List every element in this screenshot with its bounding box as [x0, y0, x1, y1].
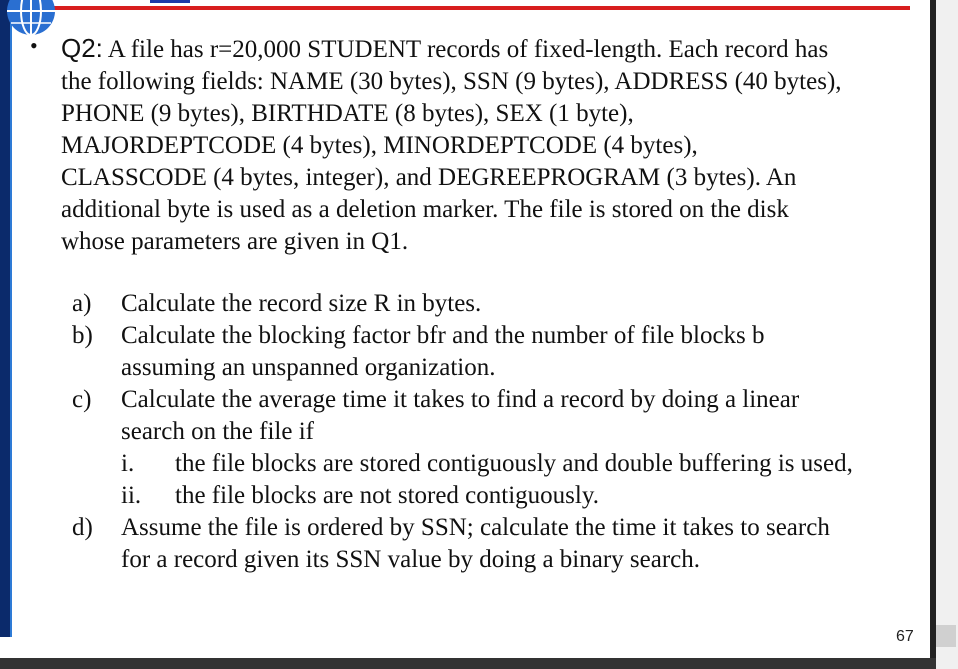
question-line-3: PHONE (9 bytes), BIRTHDATE (8 bytes), SEX (1 byte), — [61, 100, 634, 127]
page-number: 67 — [896, 628, 914, 645]
sub-item-marker: ii. — [121, 482, 142, 509]
list-item-continuation — [0, 416, 930, 448]
item-text: Calculate the blocking factor bfr and the number of file blocks b — [121, 322, 765, 349]
item-marker: a) — [72, 290, 92, 317]
item-text: assuming an unspanned organization. — [121, 354, 496, 381]
question-paragraph — [61, 32, 911, 258]
sub-list-item — [0, 480, 930, 512]
list-item — [0, 512, 930, 544]
sub-item-text: the file blocks are stored contiguously and double buffering is used, — [175, 450, 853, 477]
list-item — [0, 320, 930, 352]
slide-bottom-border — [0, 658, 936, 669]
question-line-6: additional byte is used as a deletion marker. The file is stored on the disk — [61, 196, 789, 223]
item-text: search on the file if — [121, 418, 314, 445]
sub-list-item — [0, 448, 930, 480]
scrollbar-track[interactable] — [936, 0, 958, 669]
item-marker: b) — [72, 322, 93, 349]
item-marker: d) — [72, 514, 93, 541]
bullet-point: • — [30, 33, 38, 58]
item-text: for a record given its SSN value by doing a binary search. — [121, 546, 701, 573]
question-line-7: whose parameters are given in Q1. — [61, 228, 409, 255]
list-item — [0, 384, 930, 416]
scrollbar-thumb[interactable] — [936, 625, 956, 647]
question-line-2: the following fields: NAME (30 bytes), SSN (9 bytes), ADDRESS (40 bytes), — [61, 68, 842, 95]
sub-item-text: the file blocks are not stored contiguously. — [175, 482, 599, 509]
list-item-continuation — [0, 352, 930, 384]
list-item — [0, 288, 930, 320]
item-text: Calculate the average time it takes to find a record by doing a linear — [121, 386, 800, 413]
question-line-4: MAJORDEPTCODE (4 bytes), MINORDEPTCODE (4 bytes), — [61, 132, 698, 159]
title-underline-bar — [52, 6, 910, 10]
question-line-1: Q2: A file has r=20,000 STUDENT records of fixed-length. Each record has — [61, 33, 829, 63]
item-text: Assume the file is ordered by SSN; calculate the time it takes to search — [121, 514, 830, 541]
item-text: Calculate the record size R in bytes. — [121, 290, 482, 317]
title-accent-bar — [150, 0, 190, 3]
sub-item-marker: i. — [121, 450, 135, 477]
sub-question-list — [0, 288, 930, 576]
question-label: Q2: — [61, 33, 103, 63]
item-marker: c) — [72, 386, 92, 413]
question-line-5: CLASSCODE (4 bytes, integer), and DEGREEPROGRAM (3 bytes). An — [61, 164, 797, 191]
list-item-continuation — [0, 544, 930, 576]
